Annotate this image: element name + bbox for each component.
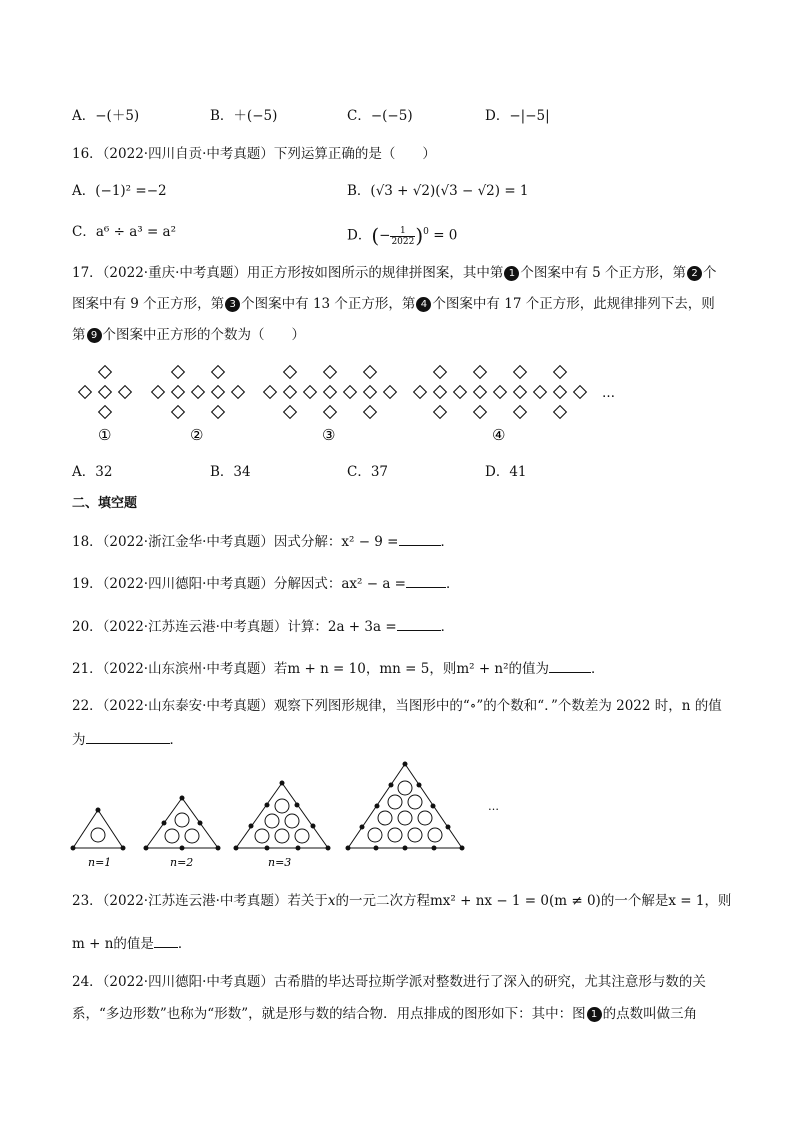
figure-label-n3: n=3 <box>268 856 292 869</box>
pattern-3 <box>264 366 397 419</box>
circled-number: 1 <box>587 1007 602 1022</box>
q22-line2: 为 ． <box>72 729 183 750</box>
figure-label-n1: n=1 <box>88 856 112 869</box>
circled-number: 3 <box>225 297 240 312</box>
triangle-n2 <box>144 796 221 851</box>
triangle-n4 <box>346 762 465 851</box>
q16-option-b: B．(√3 + √2)(√3 − √2) = 1 <box>347 183 529 199</box>
q22-line1: 22．（2022·山东泰安·中考真题）观察下列图形规律，当图形中的“∘”的个数和“．”个数差为 2022 时，n 的值 <box>72 698 722 714</box>
answer-blank[interactable] <box>154 933 178 948</box>
figure-label-4: ④ <box>492 426 506 444</box>
pattern-2 <box>152 366 245 419</box>
q18: 18．（2022·浙江金华·中考真题）因式分解：x² − 9 = ． <box>72 531 454 552</box>
q22-triangle-figure <box>60 758 530 870</box>
pattern-4 <box>414 366 587 419</box>
figure-ellipsis: … <box>488 800 499 813</box>
q16-option-a: A．(−1)² =−2 <box>72 183 167 199</box>
q17-line3: 第 9 个图案中正方形的个数为（ ） <box>72 327 305 343</box>
q17-option-d: D．41 <box>485 464 527 480</box>
q17-option-b: B．34 <box>210 464 251 480</box>
answer-blank[interactable] <box>549 658 591 673</box>
q17-option-a: A．32 <box>72 464 113 480</box>
q16-stem: 16．（2022·四川自贡·中考真题）下列运算正确的是（ ） <box>72 146 436 162</box>
q21: 21．（2022·山东滨州·中考真题）若m + n = 10，mn = 5，则m² + n²的值为 ． <box>72 658 605 679</box>
q23-line1: 23．（2022·江苏连云港·中考真题）若关于x的一元二次方程mx² + nx − 1 = 0(m ≠ 0)的一个解是x = 1，则 <box>72 893 732 909</box>
figure-label-3: ③ <box>322 426 336 444</box>
q17-line2: 图案中有 9 个正方形，第 3 个图案中有 13 个正方形，第 4 个图案中有 17 个正方形，此规律排列下去，则 <box>72 296 715 312</box>
q15-option-b: B．＋(−5) <box>210 108 278 124</box>
answer-blank[interactable] <box>399 531 441 546</box>
q15-option-a: A．−(＋5) <box>72 108 140 124</box>
q17-option-c: C．37 <box>347 464 389 480</box>
figure-label-n2: n=2 <box>170 856 194 869</box>
pattern-1 <box>79 366 132 419</box>
answer-blank[interactable] <box>406 573 446 588</box>
circled-number: 4 <box>416 297 431 312</box>
q16-option-c: C．a⁶ ÷ a³ = a² <box>72 224 177 240</box>
q17-line1: 17．（2022·重庆·中考真题）用正方形按如图所示的规律拼图案，其中第 1 个图案中有 5 个正方形，第 2 个 <box>72 265 717 281</box>
q16-option-d: D．(− $\frac{1}{2022}$ )$^0$ = 0 <box>347 223 458 248</box>
q15-option-c: C．−(−5) <box>347 108 413 124</box>
figure-label-2: ② <box>190 426 204 444</box>
answer-blank[interactable] <box>86 729 170 744</box>
circled-number: 9 <box>87 328 102 343</box>
q20: 20．（2022·江苏连云港·中考真题）计算：2a + 3a = ． <box>72 616 454 637</box>
figure-ellipsis: … <box>602 386 615 401</box>
section-title: 二、填空题 <box>72 496 138 511</box>
circled-number: 2 <box>687 266 702 281</box>
answer-blank[interactable] <box>397 616 441 631</box>
q24-line1: 24．（2022·四川德阳·中考真题）古希腊的毕达哥拉斯学派对整数进行了深入的研究，尤其注意形与数的关 <box>72 974 706 990</box>
circled-number: 1 <box>504 266 519 281</box>
q23-line2: m + n的值是 ． <box>72 933 191 954</box>
q15-option-d: D．−|−5| <box>485 108 550 124</box>
q24-line2: 系，“多边形数”也称为“形数”，就是形与数的结合物．用点排成的图形如下：其中：图 1 的点数叫做三角 <box>72 1006 698 1022</box>
triangle-n3 <box>234 781 331 851</box>
q17-diamond-figure <box>60 360 660 450</box>
q19: 19．（2022·四川德阳·中考真题）分解因式：ax² − a = ． <box>72 573 460 594</box>
figure-label-1: ① <box>98 426 112 444</box>
triangle-n1 <box>71 808 126 851</box>
